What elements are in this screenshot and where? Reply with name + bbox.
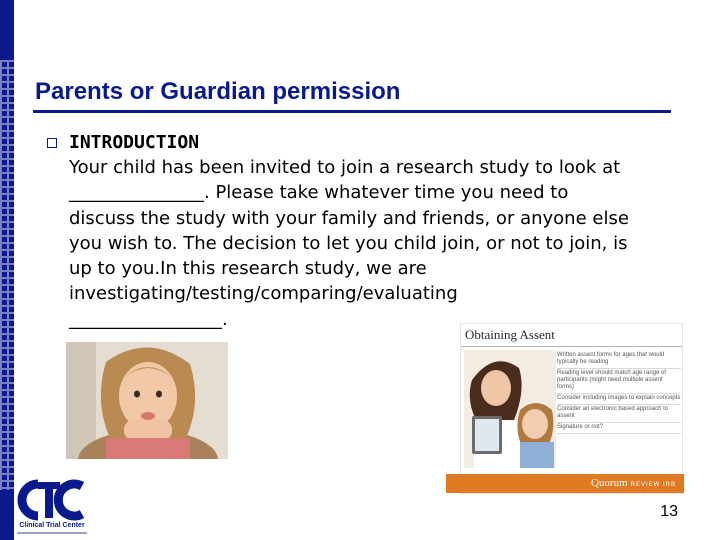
assent-list-item: Consider an electronic based approach to assent xyxy=(557,405,681,423)
logo-subtitle-rule xyxy=(17,532,87,534)
title-underline xyxy=(33,110,671,113)
clinical-trial-center-logo xyxy=(16,478,88,540)
square-bullet-icon xyxy=(47,138,57,148)
assent-list-item: Signature or not? xyxy=(557,423,681,434)
assent-card-footer xyxy=(446,474,684,493)
assent-list-item: Written assent forms for ages that would typically be reading xyxy=(557,351,681,369)
paragraph-line: Your child has been invited to join a research study to look at xyxy=(69,157,621,178)
slide-title: Parents or Guardian permission xyxy=(35,78,401,105)
left-grid-pattern xyxy=(0,60,14,490)
obtaining-assent-image xyxy=(460,323,683,494)
assent-list xyxy=(557,351,681,434)
page-number: 13 xyxy=(660,503,678,520)
child-illustration-icon xyxy=(66,342,228,459)
section-heading: INTRODUCTION xyxy=(69,132,200,153)
mother-child-photo xyxy=(464,350,556,468)
mother-child-illustration-icon xyxy=(464,350,556,468)
assent-card-divider xyxy=(461,346,682,347)
assent-list-item: Consider including images to explain concepts xyxy=(557,394,681,405)
ctc-logo-icon xyxy=(16,478,88,522)
brand-suffix: REVIEW IRB xyxy=(630,482,676,488)
quorum-brand xyxy=(591,477,676,489)
paragraph-line: discuss the study with your family and friends, or anyone else xyxy=(69,207,629,229)
logo-text: Clinical Trial Center xyxy=(19,522,85,529)
paragraph-line: _______________. Please take whatever time you need to xyxy=(69,182,569,204)
assent-card-title: Obtaining Assent xyxy=(465,327,555,342)
assent-list-item: Reading level should match age range of participants (might need multiple assent forms) xyxy=(557,369,681,394)
paragraph-line: investigating/testing/comparing/evaluating xyxy=(69,283,458,305)
paragraph-line: up to you.In this research study, we are xyxy=(69,258,427,280)
paragraph-line: _________________. xyxy=(69,308,228,330)
paragraph-line: you wish to. The decision to let you child join, or not to join, is xyxy=(69,232,628,254)
child-photo xyxy=(66,342,228,459)
brand-name: Quorum xyxy=(590,477,628,489)
body-text xyxy=(69,130,669,332)
intro-paragraph xyxy=(69,155,669,332)
